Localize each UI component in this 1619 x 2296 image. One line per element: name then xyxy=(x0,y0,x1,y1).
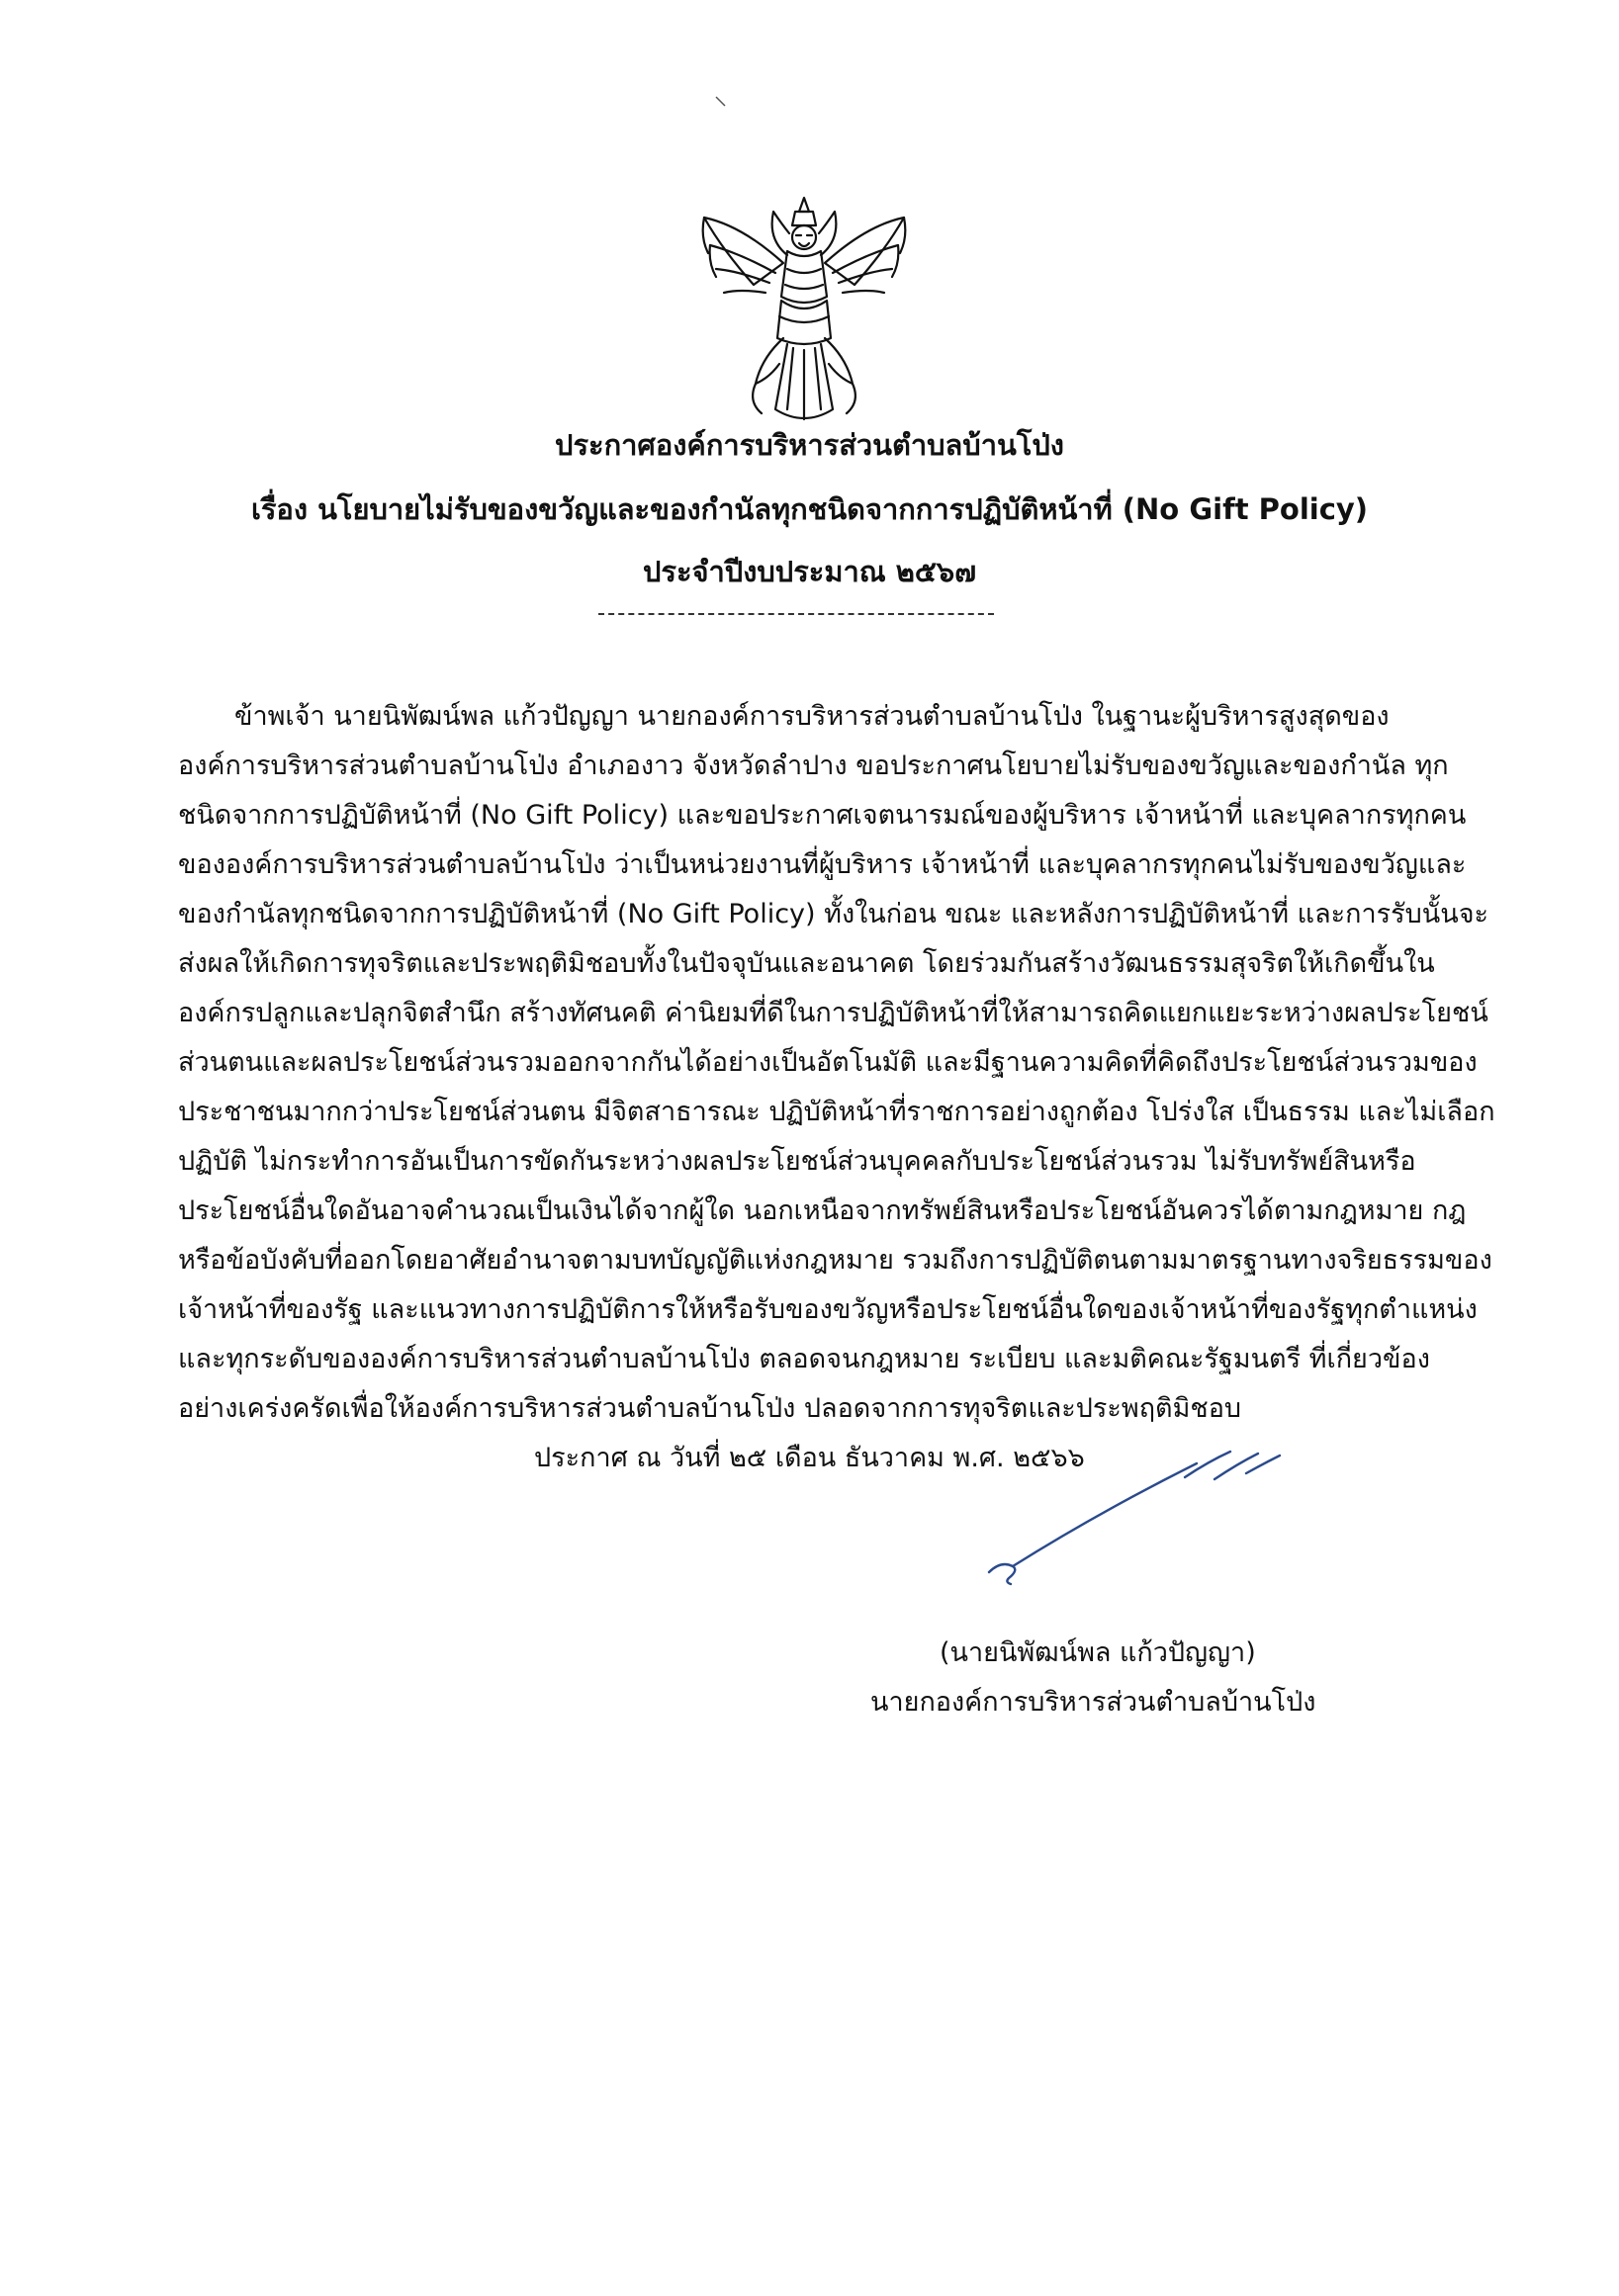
body-line: ส่วนตนและผลประโยชน์ส่วนรวมออกจากกันได้อย่างเป็นอัตโนมัติ และมีฐานความคิดที่คิดถึงประโยชน์ส่วนรวมของ xyxy=(178,1047,1478,1078)
body-line: ของกำนัลทุกชนิดจากการปฏิบัติหน้าที่ (No Gift Policy) ทั้งในก่อน ขณะ และหลังการปฏิบัติหน้าที่ และการรับนั้นจะ xyxy=(178,899,1489,929)
body-line: องค์การบริหารส่วนตำบลบ้านโป่ง อำเภองาว จังหวัดลำปาง ขอประกาศนโยบายไม่รับของขวัญและของกำนัล ทุก xyxy=(178,751,1449,781)
body-line: ประโยชน์อื่นใดอันอาจคำนวณเป็นเงินได้จากผู้ใด นอกเหนือจากทรัพย์สินหรือประโยชน์อันควรได้ตามกฎหมาย กฎ xyxy=(178,1195,1467,1226)
body-line: ปฏิบัติ ไม่กระทำการอันเป็นการขัดกันระหว่างผลประโยชน์ส่วนบุคคลกับประโยชน์ส่วนรวม ไม่รับทรัพย์สินหรือ xyxy=(178,1146,1416,1177)
heading-subject: เรื่อง นโยบายไม่รับของขวัญและของกำนัลทุกชนิดจากการปฏิบัติหน้าที่ (No Gift Policy) xyxy=(250,492,1369,526)
body-line: และทุกระดับขององค์การบริหารส่วนตำบลบ้านโป่ง ตลอดจนกฎหมาย ระเบียบ และมติคณะรัฐมนตรี ที่เกี่ยวข้อง xyxy=(178,1344,1430,1374)
body-line: อย่างเคร่งครัดเพื่อให้องค์การบริหารส่วนตำบลบ้านโป่ง ปลอดจากการทุจริตและประพฤติมิชอบ xyxy=(178,1393,1242,1424)
body-line: เจ้าหน้าที่ของรัฐ และแนวทางการปฏิบัติการให้หรือรับของขวัญหรือประโยชน์อื่นใดของเจ้าหน้าที่ของรัฐทุกตำแหน่ง xyxy=(178,1294,1478,1325)
announcement-date: ประกาศ ณ วันที่ ๒๕ เดือน ธันวาคม พ.ศ. ๒๕๖๖ xyxy=(534,1443,1085,1473)
body-line: ส่งผลให้เกิดการทุจริตและประพฤติมิชอบทั้งในปัจจุบันและอนาคต โดยร่วมกันสร้างวัฒนธรรมสุจริตให้เกิดขึ้นใน xyxy=(178,948,1435,979)
heading-divider xyxy=(598,613,994,615)
heading-title: ประกาศองค์การบริหารส่วนตำบลบ้านโป่ง xyxy=(555,428,1064,462)
body-line: ข้าพเจ้า นายนิพัฒน์พล แก้วปัญญา นายกองค์การบริหารส่วนตำบลบ้านโป่ง ในฐานะผู้บริหารสูงสุดของ xyxy=(234,701,1390,732)
body-line: ชนิดจากการปฏิบัติหน้าที่ (No Gift Policy) และขอประกาศเจตนารมณ์ของผู้บริหาร เจ้าหน้าที่ และบุคลากรทุกคน xyxy=(178,800,1467,831)
body-line: องค์กรปลูกและปลุกจิตสำนึก สร้างทัศนคติ ค่านิยมที่ดีในการปฏิบัติหน้าที่ให้สามารถคิดแยกแยะระหว่างผลประโยชน์ xyxy=(178,998,1488,1028)
garuda-emblem-icon xyxy=(692,190,916,437)
heading-fiscal-year: ประจำปีงบประมาณ ๒๕๖๗ xyxy=(642,555,977,588)
body-line: ประชาชนมากกว่าประโยชน์ส่วนตน มีจิตสาธารณะ ปฏิบัติหน้าที่ราชการอย่างถูกต้อง โปร่งใส เป็นธรรม และไม่เลือก xyxy=(178,1097,1495,1127)
handwritten-signature-icon xyxy=(949,1444,1305,1602)
signatory-name: (นายนิพัฒน์พล แก้วปัญญา) xyxy=(940,1637,1256,1668)
body-line: ขององค์การบริหารส่วนตำบลบ้านโป่ง ว่าเป็นหน่วยงานที่ผู้บริหาร เจ้าหน้าที่ และบุคลากรทุกคนไม่รับของขวัญและ xyxy=(178,849,1467,880)
signatory-title: นายกองค์การบริหารส่วนตำบลบ้านโป่ง xyxy=(870,1687,1316,1718)
body-line: หรือข้อบังคับที่ออกโดยอาศัยอำนาจตามบทบัญญัติแห่งกฎหมาย รวมถึงการปฏิบัติตนตามมาตรฐานทางจริยธรรมของ xyxy=(178,1245,1492,1276)
scan-mark-icon xyxy=(714,95,728,109)
